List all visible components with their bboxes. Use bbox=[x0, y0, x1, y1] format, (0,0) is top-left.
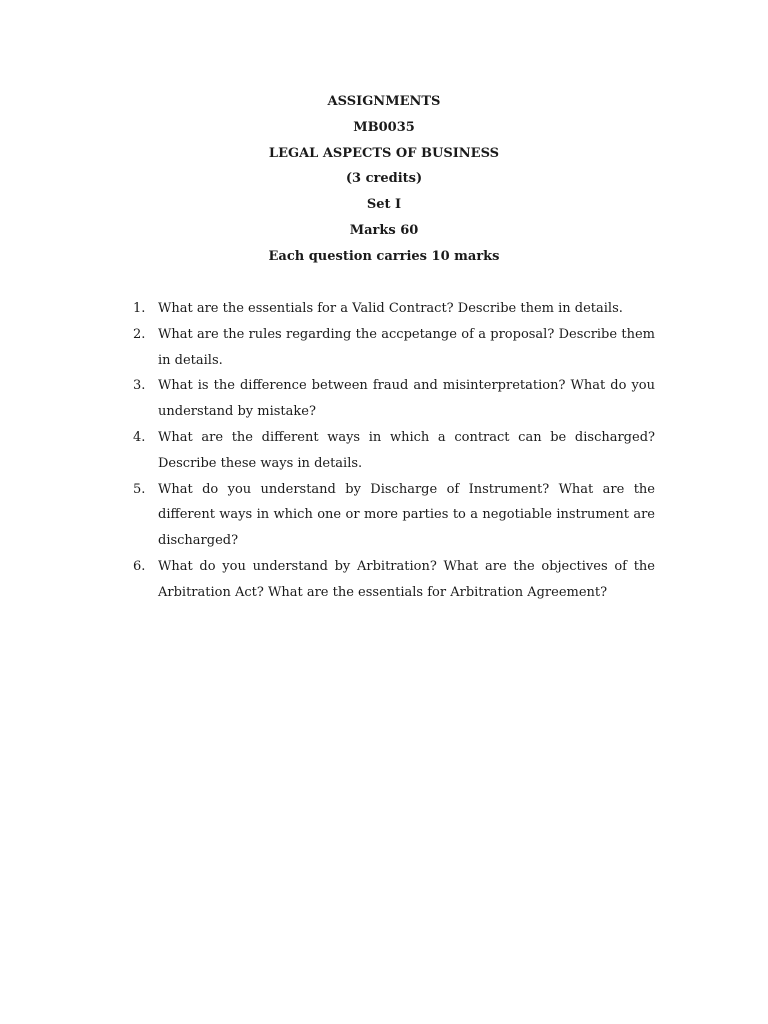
question-item bbox=[130, 425, 655, 477]
question-item bbox=[130, 322, 655, 374]
question-number: 1. bbox=[133, 301, 146, 316]
question-item bbox=[130, 296, 655, 322]
question-number: 3. bbox=[133, 378, 146, 394]
question-text: What do you understand by Discharge of Instrument? What are the different ways in which one or more parties to a negotiable instrument are discharged? bbox=[158, 481, 655, 549]
question-item bbox=[130, 554, 655, 606]
total-marks: Marks 60 bbox=[349, 222, 419, 238]
question-number: 5. bbox=[133, 481, 146, 497]
question-number: 2. bbox=[133, 326, 146, 342]
question-number: 4. bbox=[133, 429, 146, 445]
assignments-title: ASSIGNMENTS bbox=[327, 94, 441, 109]
marks-per-question: Each question carries 10 marks bbox=[268, 248, 500, 264]
course-code: MB0035 bbox=[353, 119, 415, 135]
course-title: LEGAL ASPECTS OF BUSINESS bbox=[268, 145, 500, 161]
question-text: What are the different ways in which a contract can be discharged? Describe these ways in details. bbox=[158, 429, 655, 471]
question-item bbox=[130, 477, 655, 554]
question-number: 6. bbox=[133, 558, 146, 574]
question-text: What are the rules regarding the accpetange of a proposal? Describe them in details. bbox=[158, 326, 655, 368]
question-list bbox=[130, 296, 655, 606]
question-text: What do you understand by Arbitration? What are the objectives of the Arbitration Act? What are the essentials for Arbitration Agreement? bbox=[158, 558, 655, 600]
question-text: What are the essentials for a Valid Contract? Describe them in details. bbox=[158, 301, 623, 316]
assignment-header bbox=[0, 89, 768, 270]
credits: (3 credits) bbox=[345, 171, 423, 187]
set-label: Set I bbox=[366, 197, 402, 213]
question-item bbox=[130, 373, 655, 425]
question-text: What is the difference between fraud and misinterpretation? What do you understand by mistake? bbox=[158, 378, 655, 420]
